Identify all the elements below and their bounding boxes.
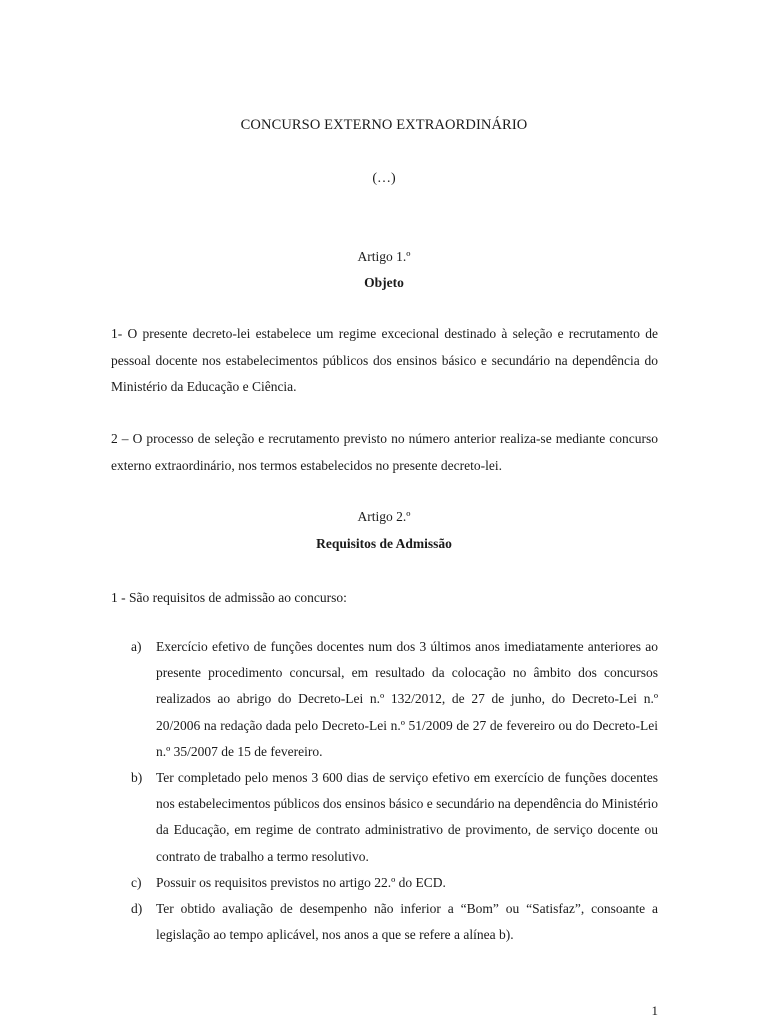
- list-item-marker: a): [131, 639, 142, 654]
- document-title: CONCURSO EXTERNO EXTRAORDINÁRIO: [240, 117, 528, 133]
- list-item: [131, 765, 658, 870]
- article-1-number: Artigo 1.º: [357, 249, 411, 264]
- omission-mark: (…): [372, 171, 396, 186]
- article-1-paragraph-1: 1- O presente decreto-lei estabelece um regime excecional destinado à seleção e recrutamento de pessoal docente nos estabelecimentos públicos dos ensinos básico e secundário na dependência do Ministério da Educação e Ciência.: [111, 326, 658, 394]
- list-item-marker: d): [131, 901, 143, 917]
- list-item-marker: b): [131, 770, 143, 786]
- article-1-paragraph-2: 2 – O processo de seleção e recrutamento previsto no número anterior realiza-se mediante concurso externo extraordinário, nos termos estabelecidos no presente decreto-lei.: [111, 431, 658, 473]
- article-2-heading: Requisitos de Admissão: [316, 536, 452, 551]
- list-item: [131, 896, 658, 948]
- list-item: [131, 870, 658, 896]
- page-number: 1: [651, 1003, 658, 1018]
- admission-requirements-list: [131, 634, 658, 948]
- article-2-intro: 1 - São requisitos de admissão ao concurso:: [111, 590, 347, 605]
- list-item-text: Exercício efetivo de funções docentes num dos 3 últimos anos imediatamente anteriores ao presente procedimento concursal, em resultado da colocação no âmbito dos concursos realizados ao abrigo do Decreto-Lei n.º 132/2012, de 27 de junho, do Decreto-Lei n.º 20/2006 na redação dada pelo Decreto-Lei n.º 51/2009 de 27 de fevereiro ou do Decreto-Lei n.º 35/2007 de 15 de fevereiro.: [156, 639, 658, 759]
- list-item-marker: c): [131, 874, 142, 890]
- article-2-number: Artigo 2.º: [357, 509, 411, 524]
- list-item-text: Ter completado pelo menos 3 600 dias de serviço efetivo em exercício de funções docentes nos estabelecimentos públicos dos ensinos básico e secundário na dependência do Ministério da Educação, em regime de contrato administrativo de provimento, de serviço docente ou contrato de trabalho a termo resolutivo.: [156, 770, 658, 864]
- list-item: [131, 634, 658, 765]
- list-item-text: Possuir os requisitos previstos no artigo 22.º do ECD.: [156, 874, 446, 890]
- article-1-heading: Objeto: [364, 275, 404, 290]
- list-item-text: Ter obtido avaliação de desempenho não inferior a “Bom” ou “Satisfaz”, consoante a legislação ao tempo aplicável, nos anos a que se refere a alínea b).: [156, 901, 658, 943]
